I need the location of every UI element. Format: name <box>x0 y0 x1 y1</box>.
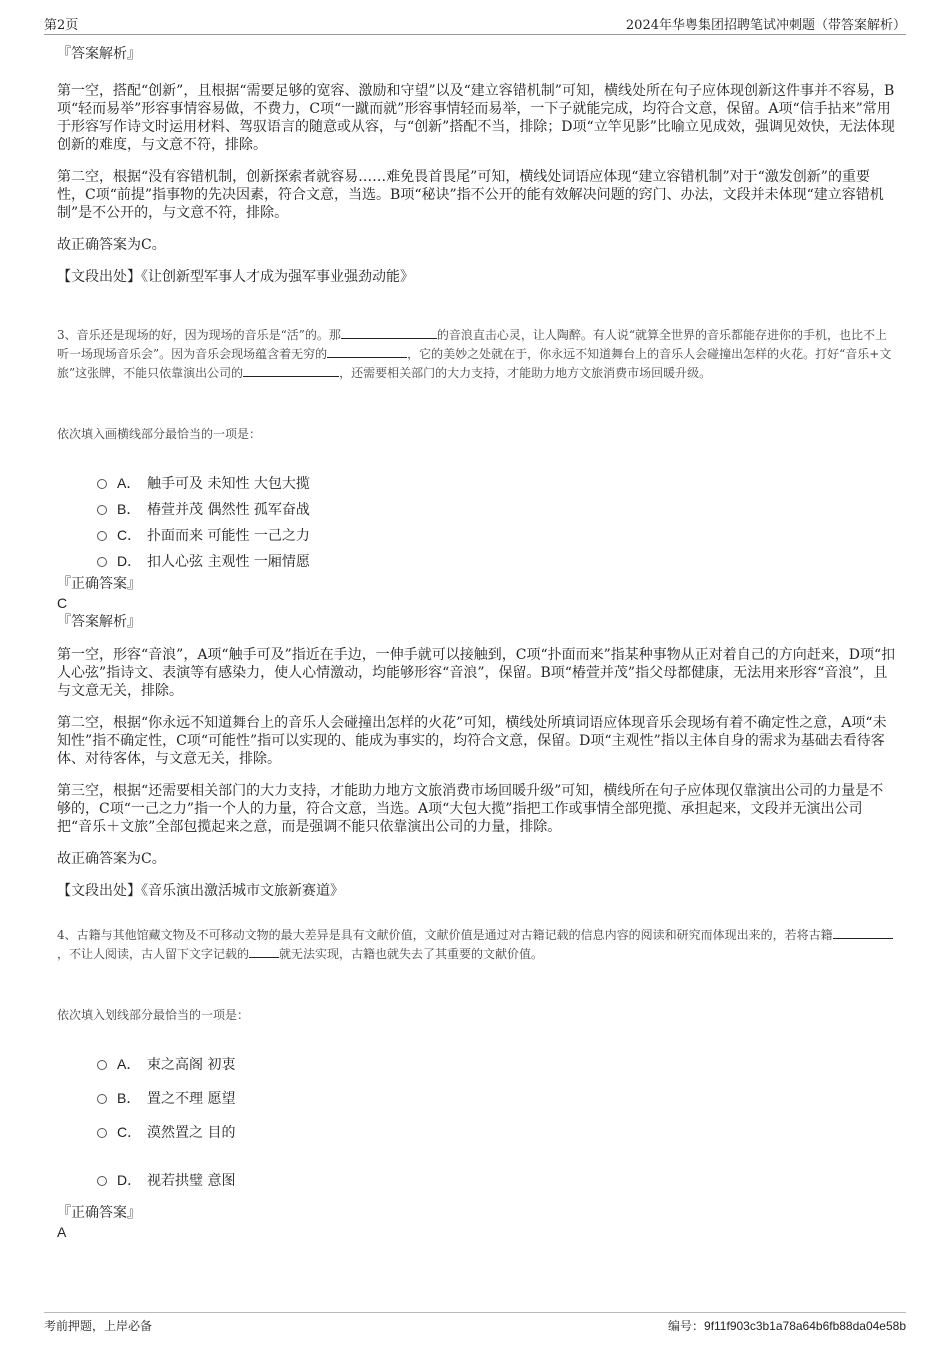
q4-option-b[interactable]: B． 置之不理 愿望 <box>57 1085 897 1111</box>
q3-analysis-p1: 第一空，形容“音浪”，A项“触手可及”指近在手边，一伸手就可以接触到，C项“扑面而来”指某种事物从正对着自己的方向赶来，D项“扣人心弦”指诗文、表演等有感染力，使人心情激动，均能够形容“音浪”，保留。B项“椿萱并茂”指父母都健康，无法用来形容“音浪”，且与文意无关，排除。 <box>57 647 896 699</box>
q2-source: 【文段出处】《让创新型军事人才成为强军事业强劲动能》 <box>57 269 414 285</box>
q3-option-c[interactable]: C． 扑面而来 可能性 一己之力 <box>57 522 897 548</box>
q3-option-d[interactable]: D． 扣人心弦 主观性 一厢情愿 <box>57 548 897 574</box>
q3-prompt: 依次填入画横线部分最恰当的一项是： <box>57 427 262 441</box>
radio-icon[interactable] <box>97 505 107 515</box>
q3-conclusion: 故正确答案为C。 <box>57 851 166 867</box>
radio-icon[interactable] <box>97 531 107 541</box>
page-footer <box>44 1312 906 1337</box>
q3-analysis-p2: 第二空，根据“你永远不知道舞台上的音乐人会碰撞出怎样的火花”可知，横线处所填词语应体现音乐会现场有着不确定性之意，A项“未知性”指不确定性，C项“可能性”指可以实现的、能成为事实的，均符合文意，保留。D项“主观性”指以主体自身的需求为基础去看待客体、对待客体，与文意无关，排除。 <box>57 715 887 767</box>
radio-icon[interactable] <box>97 479 107 489</box>
blank-2 <box>249 945 279 958</box>
q3-correct-label: 『正确答案』 <box>57 576 141 592</box>
radio-icon[interactable] <box>97 557 107 567</box>
radio-icon[interactable] <box>97 1094 107 1104</box>
q3-option-b[interactable]: B． 椿萱并茂 偶然性 孤军奋战 <box>57 496 897 522</box>
document-title: 2024年华粤集团招聘笔试冲刺题（带答案解析） <box>625 18 906 33</box>
blank-2 <box>327 345 407 358</box>
q3-option-a[interactable]: A． 触手可及 未知性 大包大揽 <box>57 470 897 496</box>
q4-stem: 4、古籍与其他馆藏文物及不可移动文物的最大差异是具有文献价值，文献价值是通过对古籍记载的信息内容的阅读和研究而体现出来的，若将古籍，不让人阅读，古人留下文字记载的 就无法实现，古籍也就失去了其重要的文献价值。 <box>57 926 897 964</box>
q4-correct-label: 『正确答案』 <box>57 1205 141 1221</box>
radio-icon[interactable] <box>97 1128 107 1138</box>
q2-analysis-label: 『答案解析』 <box>57 46 141 62</box>
q3-analysis-p3: 第三空，根据“还需要相关部门的大力支持，才能助力地方文旅消费市场回暖升级”可知，横线所在句子应体现仅靠演出公司的力量是不够的，C项“一己之力”指一个人的力量，符合文意，当选。A项“大包大揽”指把工作或事情全部兜揽、承担起来，文段并无演出公司把“音乐＋文旅”全部包揽起来之意，而是强调不能只依靠演出公司的力量，排除。 <box>57 783 884 835</box>
page-header <box>44 14 906 35</box>
footer-slogan: 考前押题，上岸必备 <box>44 1318 153 1333</box>
q2-conclusion: 故正确答案为C。 <box>57 237 166 253</box>
blank-1 <box>833 926 893 939</box>
radio-icon[interactable] <box>97 1176 107 1186</box>
q3-source: 【文段出处】《音乐演出激活城市文旅新赛道》 <box>57 883 344 899</box>
q3-correct-answer: C <box>57 595 68 611</box>
blank-1 <box>341 326 437 339</box>
q4-option-c[interactable]: C． 漠然置之 目的 <box>57 1119 897 1145</box>
q4-option-a[interactable]: A． 束之高阁 初衷 <box>57 1051 897 1077</box>
q4-correct-answer: A <box>57 1224 67 1240</box>
q4-prompt: 依次填入划线部分最恰当的一项是： <box>57 1008 250 1022</box>
page-content <box>57 44 897 1241</box>
q2-analysis-p1: 第一空，搭配“创新”，且根据“需要足够的宽容、激励和守望”以及“建立容错机制”可知，横线处所在句子应体现创新这件事并不容易，B项“轻而易举”形容事情容易做，不费力，C项“一蹴而就”形容事情轻而易举，一下子就能完成，均符合文意，保留。A项“信手拈来”常用于形容写作诗文时运用材料、驾驭语言的随意或从容，与“创新”搭配不当，排除；D项“立竿见影”比喻立见成效，强调见效快，无法体现创新的难度，与文意不符，排除。 <box>57 83 895 153</box>
page-number: 第2页 <box>44 18 79 33</box>
document-id: 编号：9f11f903c3b1a78a64b6fb88da04e58b <box>668 1318 906 1333</box>
blank-3 <box>243 364 339 377</box>
radio-icon[interactable] <box>97 1060 107 1070</box>
q3-analysis-label: 『答案解析』 <box>57 614 141 630</box>
q4-option-d[interactable]: D． 视若拱璧 意图 <box>57 1167 897 1193</box>
q3-stem: 3、音乐还是现场的好，因为现场的音乐是“活”的。那 的音浪直击心灵，让人陶醉。有人说“就算全世界的音乐都能存进你的手机，也比不上听一场现场音乐会”。因为音乐会现场蕴含着无穷的 ，它的美妙之处就在于，你永远不知道舞台上的音乐人会碰撞出怎样的火花。打好“音乐+文旅”这张牌，不能只依靠演出公司的 ，还需要相关部门的大力支持，才能助力地方文旅消费市场回暖升级。 <box>57 328 892 380</box>
q2-analysis-p2: 第二空，根据“没有容错机制，创新探索者就容易……难免畏首畏尾”可知，横线处词语应体现“建立容错机制”对于“激发创新”的重要性，C项“前提”指事物的先决因素，符合文意，当选。B项“秘诀”指不公开的能有效解决问题的窍门、办法，文段并未体现“建立容错机制”是不公开的，与文意不符，排除。 <box>57 169 884 221</box>
